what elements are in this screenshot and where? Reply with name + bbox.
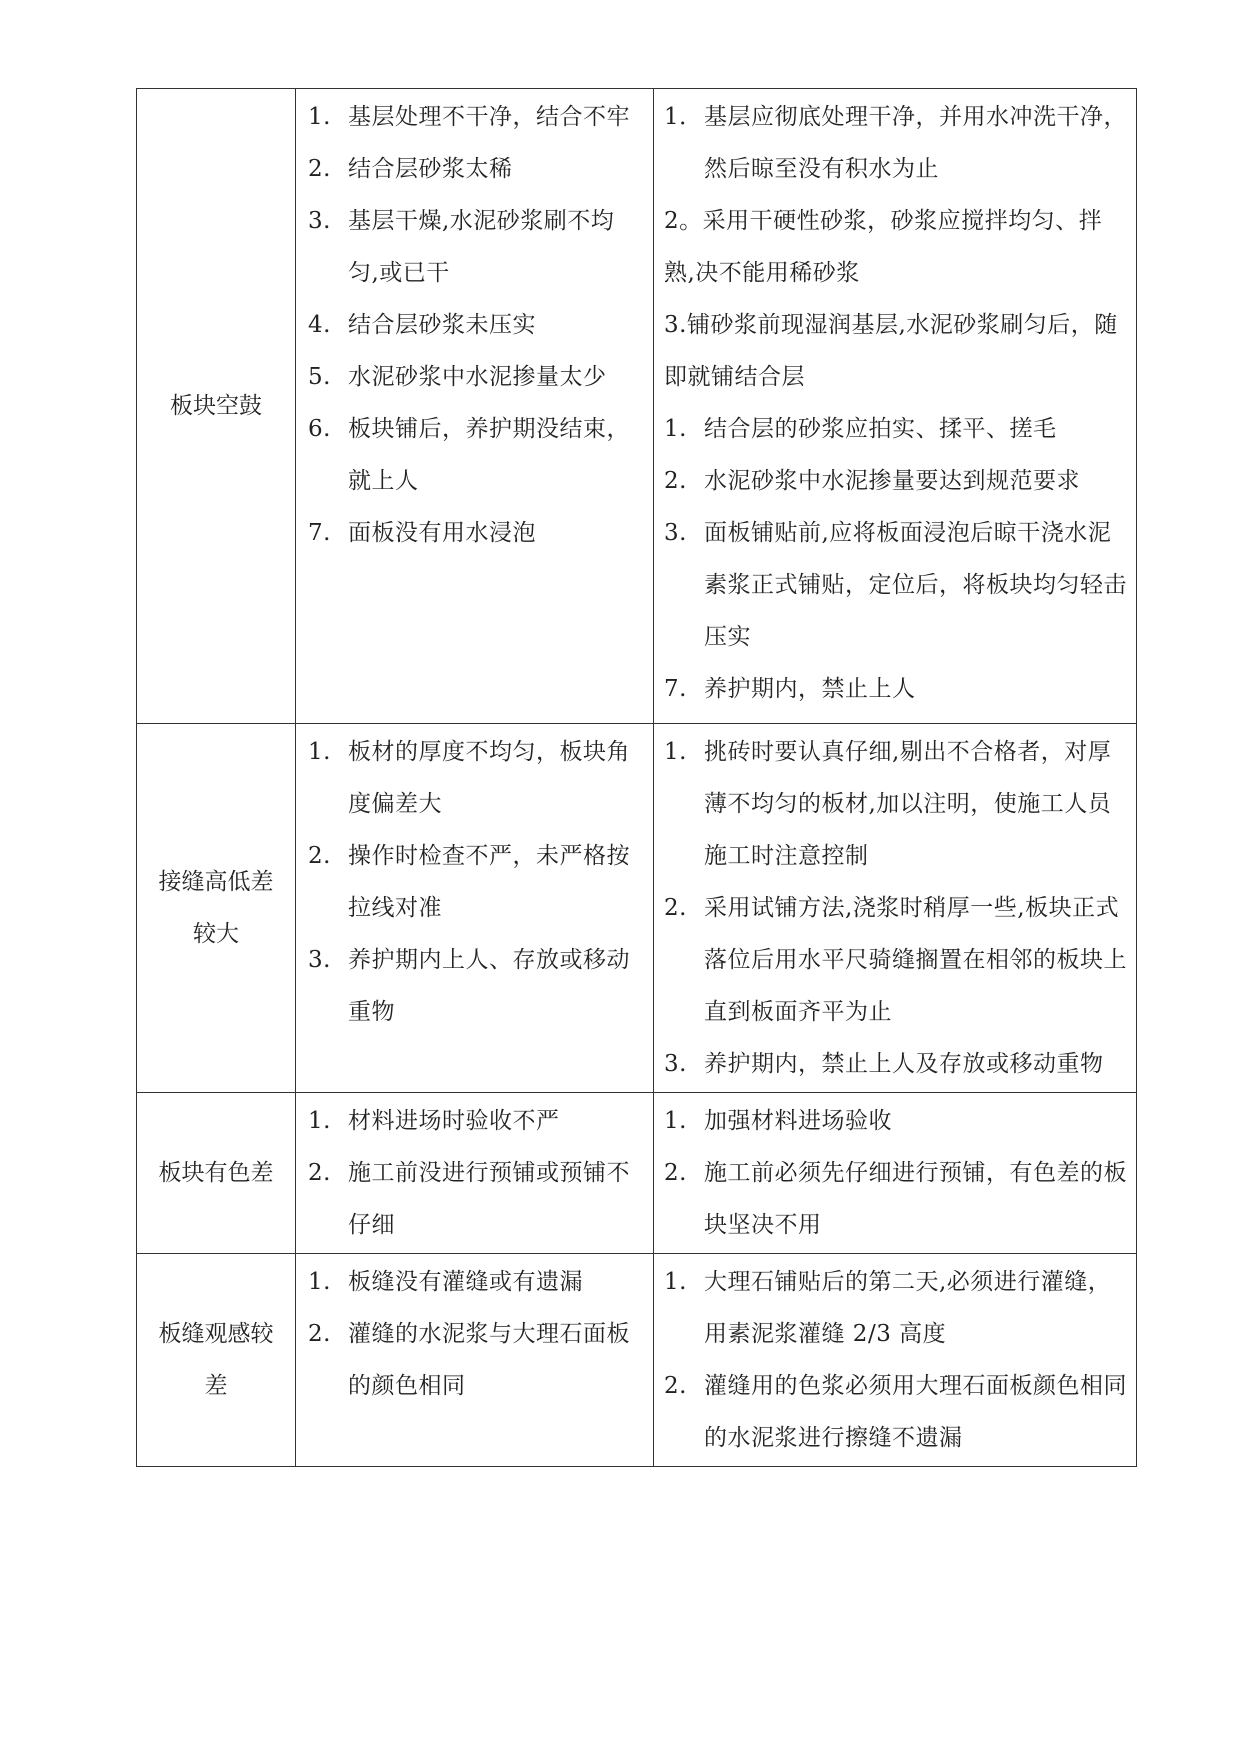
item-number: 7.: [308, 520, 331, 546]
cause-item: [308, 1095, 645, 1147]
item-text: 结合层砂浆未压实: [348, 312, 536, 338]
table-row: [137, 1093, 1137, 1254]
fix-cell: [654, 1254, 1137, 1467]
item-number: 6.: [308, 416, 331, 442]
item-number: 1.: [308, 739, 331, 765]
item-number: 1.: [664, 1269, 687, 1295]
cause-item: [308, 195, 645, 299]
defect-name-line: 接缝高低差: [158, 869, 274, 895]
item-number: 2.: [308, 843, 331, 869]
defect-name-cell: [137, 724, 296, 1093]
item-number: 1．: [664, 104, 703, 130]
item-number: 7.: [664, 676, 687, 702]
table-row: [137, 89, 1137, 724]
item-number: 1.: [664, 739, 687, 765]
defect-name-cell: [137, 1254, 296, 1467]
item-text: 铺砂浆前现湿润基层,水泥砂浆刷匀后，随即就铺结合层: [664, 312, 1118, 390]
item-number: 1.: [308, 1108, 331, 1134]
table-row: [137, 724, 1137, 1093]
cause-cell: [296, 89, 654, 724]
cause-item: [308, 143, 645, 195]
item-text: 加强材料进场验收: [704, 1108, 892, 1134]
fix-item: [664, 882, 1128, 1038]
cause-cell: [296, 724, 654, 1093]
item-text: 结合层砂浆太稀: [348, 156, 513, 182]
item-number: 1.: [664, 416, 687, 442]
item-number: 1.: [308, 1269, 331, 1295]
defect-table: [136, 88, 1137, 1467]
item-text: 养护期内，禁止上人: [704, 676, 916, 702]
item-text: 操作时检查不严，未严格按拉线对准: [348, 843, 630, 921]
defect-name: 板块空鼓: [170, 393, 262, 419]
item-number: 2.: [308, 1321, 331, 1347]
defect-name-line: 较大: [193, 921, 239, 947]
fix-item: [664, 1038, 1128, 1090]
item-text: 板材的厚度不均匀，板块角度偏差大: [348, 739, 630, 817]
item-text: 基层应彻底处理干净，并用水冲洗干净，然后晾至没有积水为止: [704, 104, 1127, 182]
item-number: 2.: [664, 895, 687, 921]
fix-item: [664, 1256, 1128, 1360]
item-text: 板缝没有灌缝或有遗漏: [348, 1269, 583, 1295]
item-number: 3.: [664, 1051, 687, 1077]
cause-item: [308, 1308, 645, 1412]
item-number: 3.: [308, 947, 331, 973]
fix-item: [664, 726, 1128, 882]
item-text: 养护期内，禁止上人及存放或移动重物: [704, 1051, 1104, 1077]
defect-name-cell: [137, 89, 296, 724]
fix-item: [664, 663, 1128, 715]
fix-item: [664, 1360, 1128, 1464]
item-text: 挑砖时要认真仔细,剔出不合格者，对厚薄不均匀的板材,加以注明，使施工人员施工时注意控制: [704, 739, 1112, 869]
fix-item: [664, 403, 1128, 455]
fix-item: [664, 195, 1128, 299]
cause-item: [308, 934, 645, 1038]
item-text: 采用试铺方法,浇浆时稍厚一些,板块正式落位后用水平尺骑缝搁置在相邻的板块上直到板面齐平为止: [704, 895, 1127, 1025]
item-text: 灌缝的水泥浆与大理石面板的颜色相同: [348, 1321, 630, 1399]
item-text: 施工前必须先仔细进行预铺，有色差的板块坚决不用: [704, 1160, 1127, 1238]
cause-item: [308, 1256, 645, 1308]
item-text: 面板铺贴前,应将板面浸泡后晾干浇水泥素浆正式铺贴，定位后，将板块均匀轻击压实: [704, 520, 1127, 650]
fix-item: [664, 455, 1128, 507]
fix-item: [664, 1147, 1128, 1251]
item-text: 水泥砂浆中水泥掺量太少: [348, 364, 607, 390]
cause-cell: [296, 1093, 654, 1254]
item-text: 施工前没进行预铺或预铺不仔细: [348, 1160, 630, 1238]
cause-item: [308, 507, 645, 559]
item-number: 2.: [664, 1373, 687, 1399]
defect-name-line: 板缝观感较: [158, 1321, 274, 1347]
cause-item: [308, 91, 645, 143]
fix-item: [664, 299, 1128, 403]
fix-item: [664, 1095, 1128, 1147]
item-text: 基层干燥,水泥砂浆刷不均匀,或已干: [348, 208, 615, 286]
table-row: [137, 1254, 1137, 1467]
item-number: 2。: [664, 208, 703, 234]
cause-item: [308, 1147, 645, 1251]
cause-item: [308, 299, 645, 351]
fix-item: [664, 91, 1128, 195]
item-text: 灌缝用的色浆必须用大理石面板颜色相同的水泥浆进行擦缝不遗漏: [704, 1373, 1127, 1451]
item-text: 基层处理不干净，结合不牢: [348, 104, 630, 130]
item-text: 大理石铺贴后的第二天,必须进行灌缝，用素泥浆灌缝 2/3 高度: [704, 1269, 1112, 1347]
cause-item: [308, 830, 645, 934]
cause-item: [308, 726, 645, 830]
item-number: 2.: [664, 1160, 687, 1186]
item-number: 2.: [308, 1160, 331, 1186]
cause-item: [308, 403, 645, 507]
cause-item: [308, 351, 645, 403]
item-text: 水泥砂浆中水泥掺量要达到规范要求: [704, 468, 1080, 494]
cause-cell: [296, 1254, 654, 1467]
item-text: 材料进场时验收不严: [348, 1108, 560, 1134]
item-text: 采用干硬性砂浆，砂浆应搅拌均匀、拌熟,决不能用稀砂浆: [664, 208, 1103, 286]
item-number: 1.: [664, 1108, 687, 1134]
item-number: 2.: [664, 468, 687, 494]
item-number: 3.: [308, 208, 331, 234]
defect-name-line: 差: [204, 1373, 228, 1399]
fix-cell: [654, 724, 1137, 1093]
fix-cell: [654, 1093, 1137, 1254]
item-text: 面板没有用水浸泡: [348, 520, 536, 546]
item-number: 5.: [308, 364, 331, 390]
item-number: 3.: [664, 520, 687, 546]
fix-item: [664, 507, 1128, 663]
item-number: 3.: [664, 312, 687, 338]
item-number: 1.: [308, 104, 331, 130]
item-number: 2.: [308, 156, 331, 182]
fix-cell: [654, 89, 1137, 724]
defect-name: 板块有色差: [158, 1160, 274, 1186]
defect-name-cell: [137, 1093, 296, 1254]
item-text: 板块铺后，养护期没结束，就上人: [348, 416, 630, 494]
item-text: 结合层的砂浆应拍实、揉平、搓毛: [704, 416, 1057, 442]
item-number: 4.: [308, 312, 331, 338]
item-text: 养护期内上人、存放或移动重物: [348, 947, 630, 1025]
